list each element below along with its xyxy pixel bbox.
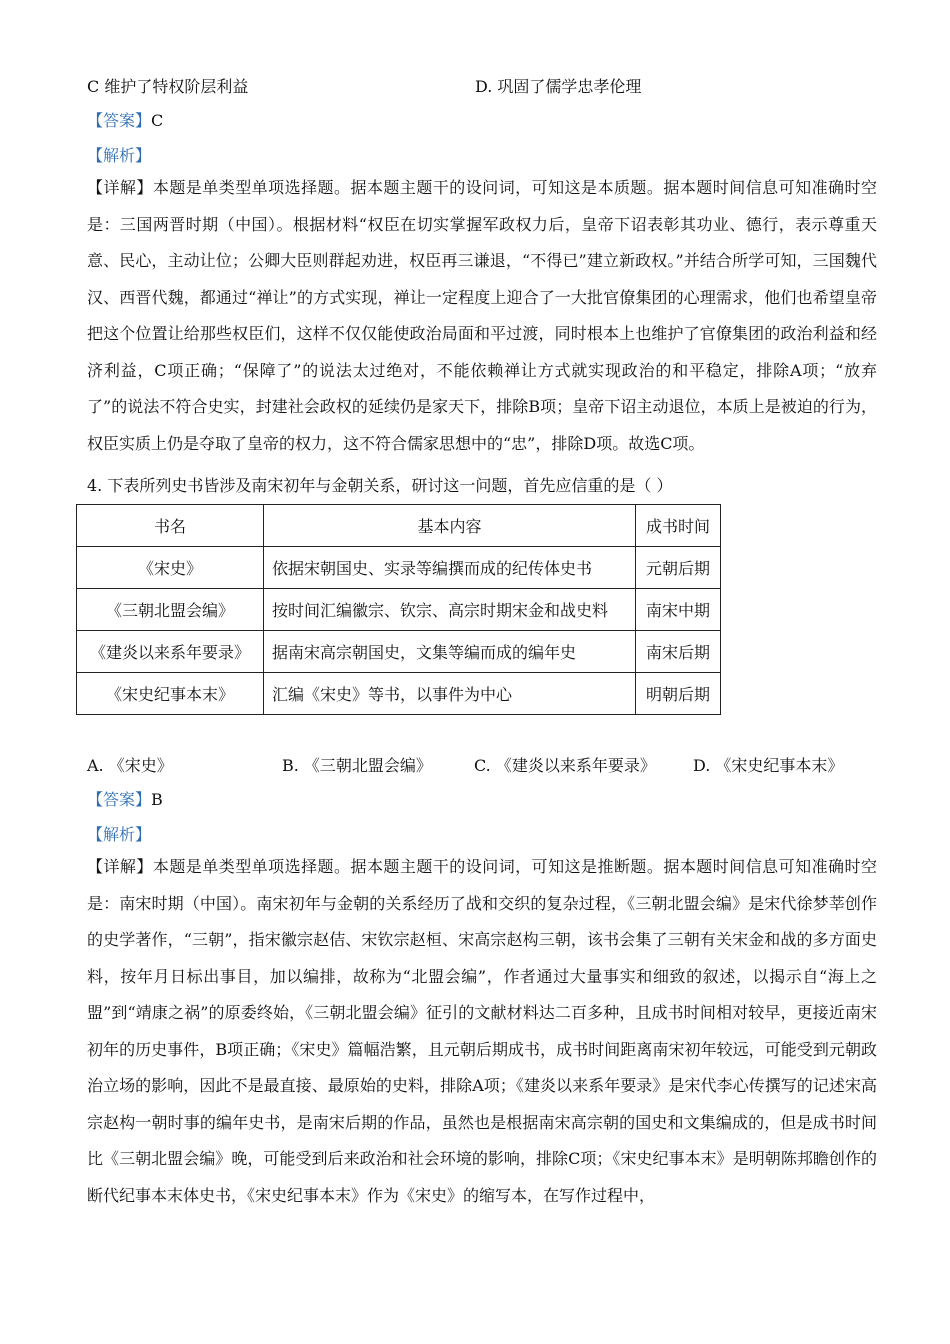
analysis-tag: 【解析】 — [87, 146, 152, 165]
table-cell: 《三朝北盟会编》 — [77, 589, 264, 631]
table-cell: 南宋中期 — [636, 589, 721, 631]
table-row — [77, 547, 721, 589]
table-row — [77, 673, 721, 715]
q4-answer-line — [87, 790, 163, 810]
table-cell: 元朝后期 — [636, 547, 721, 589]
table-cell: 南宋后期 — [636, 631, 721, 673]
table-cell: 据南宋高宗朝国史，文集等编而成的编年史 — [264, 631, 636, 673]
analysis-tag: 【解析】 — [87, 825, 152, 844]
q4-detail-paragraph — [87, 849, 877, 1214]
q3-detail-paragraph — [87, 170, 877, 462]
answer-tag: 【答案】 — [87, 790, 152, 809]
table-cell: 《建炎以来系年要录》 — [77, 631, 264, 673]
table-cell: 汇编《宋史》等书，以事件为中心 — [264, 673, 636, 715]
q4-analysis-line — [87, 825, 151, 845]
detail-text: 本题是单类型单项选择题。据本题主题干的设问词，可知这是推断题。据本题时间信息可知准确时空是：南宋时期（中国）。南宋初年与金朝的关系经历了战和交织的复杂过程，《三朝北盟会编》是宋代徐梦莘创作的史学著作，“三朝”，指宋徽宗赵佶、宋钦宗赵桓、宋高宗赵构三朝，该书会集了三朝有关宋金和战的多方面史料，按年月日标出事目，加以编排，故称为“北盟会编”，作者通过大量事实和细致的叙述，以揭示自“海上之盟”到“靖康之祸”的原委终始，《三朝北盟会编》征引的文献材料达二百多种，且成书时间相对较早，更接近南宋初年的历史事件，B项正确；《宋史》篇幅浩繁，且元朝后期成书，成书时间距离南宋初年较远，可能受到元朝政治立场的影响，因此不是最直接、最原始的史料，排除A项；《建炎以来系年要录》是宋代李心传撰写的记述宋高宗赵构一朝时事的编年史书，是南宋后期的作品，虽然也是根据南宋高宗朝的国史和文集编成的，但是成书时间比《三朝北盟会编》晚，可能受到后来政治和社会环境的影响，排除C项；《宋史纪事本末》是明朝陈邦瞻创作的断代纪事本末体史书，《宋史纪事本末》作为《宋史》的缩写本，在写作过程中， — [87, 857, 877, 1205]
history-books-table — [76, 504, 721, 715]
q4-option-a: A. 《宋史》 — [87, 756, 173, 775]
answer-tag: 【答案】 — [87, 111, 152, 130]
table-cell: 《宋史纪事本末》 — [77, 673, 264, 715]
q3-option-c: C 维护了特权阶层利益 — [87, 77, 249, 96]
table-row — [77, 631, 721, 673]
table-cell: 按时间汇编徽宗、钦宗、高宗时期宋金和战史料 — [264, 589, 636, 631]
table-cell: 《宋史》 — [77, 547, 264, 589]
detail-text: 本题是单类型单项选择题。据本题主题干的设问词，可知这是本质题。据本题时间信息可知准确时空是：三国两晋时期（中国）。根据材料“权臣在切实掌握军政权力后，皇帝下诏表彰其功业、德行，表示尊重天意、民心，主动让位；公卿大臣则群起劝进，权臣再三谦退，“不得已”建立新政权。”并结合所学可知，三国魏代汉、西晋代魏，都通过“禅让”的方式实现，禅让一定程度上迎合了一大批官僚集团的心理需求，他们也希望皇帝把这个位置让给那些权臣们，这样不仅仅能使政治局面和平过渡，同时根本上也维护了官僚集团的政治利益和经济利益，C项正确；“保障了”的说法太过绝对，不能依赖禅让方式就实现政治的和平稳定，排除A项；“放弃了”的说法不符合史实，封建社会政权的延续仍是家天下，排除B项；皇帝下诏主动退位，本质上是被迫的行为，权臣实质上仍是夺取了皇帝的权力，这不符合儒家思想中的“忠”，排除D项。故选C项。 — [87, 178, 877, 453]
q4-option-c: C. 《建炎以来系年要录》 — [474, 756, 656, 775]
answer-value: C — [151, 111, 164, 130]
answer-value: B — [151, 790, 163, 809]
q4-option-d: D. 《宋史纪事本末》 — [693, 756, 844, 775]
header-cell: 基本内容 — [264, 505, 636, 547]
q3-option-d: D. 巩固了儒学忠孝伦理 — [475, 77, 642, 96]
header-cell: 书名 — [77, 505, 264, 547]
table-row — [77, 589, 721, 631]
table-header-row — [77, 505, 721, 547]
table-cell: 明朝后期 — [636, 673, 721, 715]
q3-answer-line — [87, 111, 163, 131]
header-cell: 成书时间 — [636, 505, 721, 547]
detail-tag: 【详解】 — [87, 178, 153, 197]
q4-stem: 4. 下表所列史书皆涉及南宋初年与金朝关系，研讨这一问题，首先应信重的是（ ） — [87, 476, 673, 495]
q4-option-b: B. 《三朝北盟会编》 — [282, 756, 432, 775]
table-cell: 依据宋朝国史、实录等编撰而成的纪传体史书 — [264, 547, 636, 589]
detail-tag: 【详解】 — [87, 857, 153, 876]
q3-analysis-line — [87, 146, 151, 166]
